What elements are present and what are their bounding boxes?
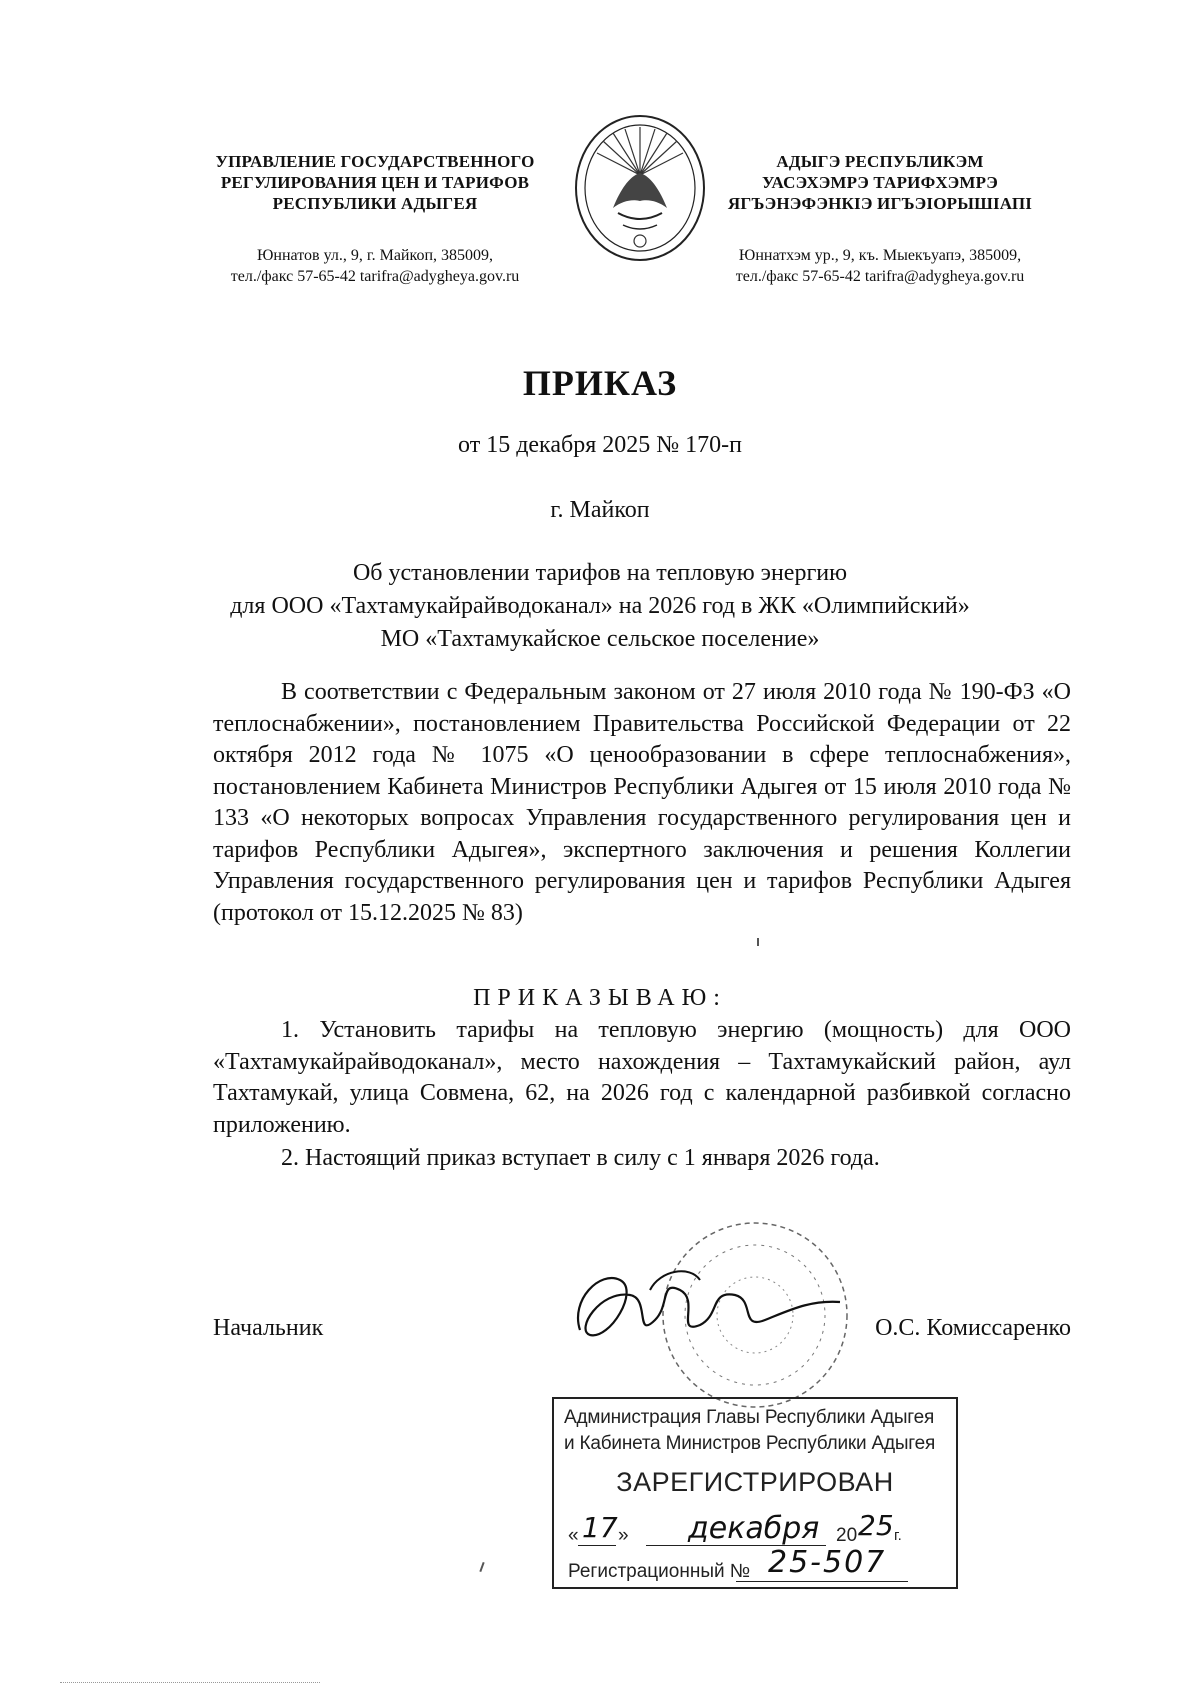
address-line: тел./факс 57-65-42 tarifra@adygheya.gov.ru bbox=[230, 268, 520, 285]
coat-of-arms-emblem bbox=[573, 113, 707, 263]
header-right-line: АДЫГЭ РЕСПУБЛИКЭМ bbox=[776, 152, 984, 171]
document-date-number: от 15 декабря 2025 № 170-п bbox=[458, 432, 742, 458]
document-city: г. Майкоп bbox=[550, 497, 650, 523]
header-left-address bbox=[180, 245, 570, 287]
header-left-line: УПРАВЛЕНИЕ ГОСУДАРСТВЕННОГО bbox=[215, 152, 535, 171]
scan-artifact bbox=[757, 938, 759, 946]
subject-line: Об установлении тарифов на тепловую энергию bbox=[352, 560, 848, 586]
signatory-position: Начальник bbox=[213, 1315, 324, 1341]
stamp-registered-label: ЗАРЕГИСТРИРОВАН bbox=[616, 1467, 894, 1497]
registration-stamp bbox=[552, 1397, 958, 1589]
scan-artifact bbox=[60, 1682, 320, 1684]
header-left-org bbox=[180, 151, 570, 214]
handwritten-signature bbox=[560, 1250, 860, 1370]
document-title: ПРИКАЗ bbox=[522, 363, 678, 403]
header-right-org bbox=[700, 151, 1060, 214]
stamp-org-line: Администрация Главы Республики Адыгея bbox=[564, 1407, 935, 1428]
address-line: Юннатхэм ур., 9, къ. Мыекъуапэ, 385009, bbox=[738, 247, 1022, 264]
address-line: Юннатов ул., 9, г. Майкоп, 385009, bbox=[256, 247, 494, 264]
stamp-quote-close: » bbox=[618, 1525, 629, 1546]
header-right-address bbox=[690, 245, 1070, 287]
stamp-quote-open: « bbox=[568, 1525, 579, 1546]
stamp-org-line: и Кабинета Министров Республики Адыгея bbox=[564, 1433, 936, 1454]
stamp-day: 17 bbox=[582, 1511, 618, 1544]
header-right-line: ЯГЪЭНЭФЭНКIЭ ИГЪЭIОРЫШIАПI bbox=[727, 194, 1033, 213]
stamp-year-unit: г. bbox=[894, 1527, 902, 1544]
header-left-line: РЕСПУБЛИКИ АДЫГЕЯ bbox=[272, 194, 478, 213]
subject-line: МО «Тахтамукайское сельское поселение» bbox=[380, 626, 820, 652]
orders-heading: ПРИКАЗЫВАЮ: bbox=[473, 985, 727, 1011]
order-item: 1. Установить тарифы на тепловую энергию (мощность) для ООО «Тахтамукайрайводоканал», место нахождения – Тахтамукайский район, аул Тахтамукай, улица Совмена, 62, на 2026 год с календарной разбивкой согласно приложению. bbox=[213, 1017, 1071, 1138]
stamp-year: 25 bbox=[858, 1509, 894, 1542]
header-right-line: УАСЭХЭМРЭ ТАРИФХЭМРЭ bbox=[762, 173, 998, 192]
signatory-name: О.С. Комиссаренко bbox=[875, 1315, 1071, 1341]
document-preamble: В соответствии с Федеральным законом от 27 июля 2010 года № 190-ФЗ «О теплоснабжении», постановлением Правительства Российской Федерации от 22 октября 2012 года № 1075 «О ценообразовании в сфере теплоснабжения», постановлением Кабинета Министров Республики Адыгея от 15 июля 2010 года № 133 «О некоторых вопросах Управления государственного регулирования цен и тарифов Республики Адыгея», экспертного заключения и решения Коллегии Управления государственного регулирования цен и тарифов Республики Адыгея (протокол от 15.12.2025 № 83) bbox=[213, 679, 1071, 926]
document-subject bbox=[150, 557, 1050, 656]
stamp-month: декабря bbox=[688, 1511, 820, 1546]
stamp-reg-label: Регистрационный № bbox=[568, 1561, 751, 1582]
subject-line: для ООО «Тахтамукайрайводоканал» на 2026 год в ЖК «Олимпийский» bbox=[230, 593, 970, 619]
stamp-reg-number: 25-507 bbox=[768, 1545, 887, 1580]
header-left-line: РЕГУЛИРОВАНИЯ ЦЕН И ТАРИФОВ bbox=[220, 173, 530, 192]
stamp-year-prefix: 20 bbox=[836, 1525, 858, 1546]
address-line: тел./факс 57-65-42 tarifra@adygheya.gov.ru bbox=[735, 268, 1025, 285]
order-item: 2. Настоящий приказ вступает в силу с 1 января 2026 года. bbox=[281, 1145, 880, 1171]
stamp-date-row bbox=[568, 1511, 948, 1551]
scan-artifact bbox=[479, 1562, 484, 1572]
stamp-reg-number-row bbox=[568, 1545, 948, 1587]
